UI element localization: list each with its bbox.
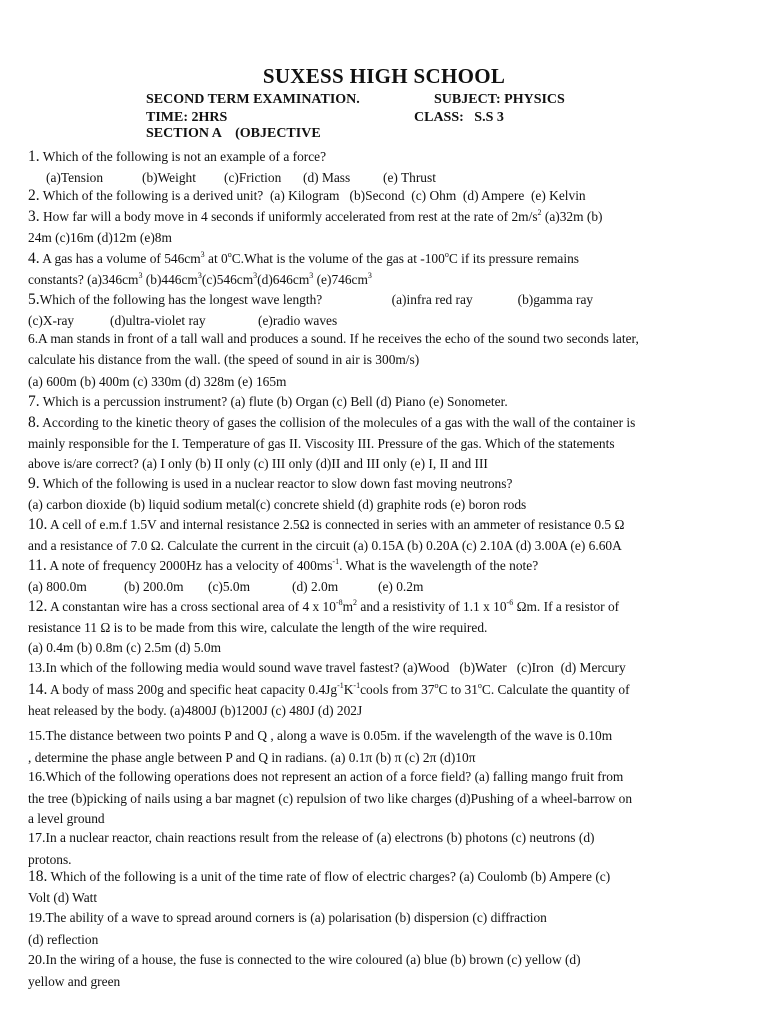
question-text: m — [342, 599, 354, 614]
question-15 — [28, 726, 740, 768]
option-e: (e) 0.2m — [378, 578, 424, 594]
question-text: C. Calculate the quantity of — [481, 682, 630, 697]
question-text: A constantan wire has a cross sectional area of 4 x 10 — [47, 599, 336, 614]
question-text: Which of the following is not an example of a force? — [39, 149, 327, 164]
superscript: -1 — [337, 681, 344, 690]
question-text: constants? (a)346cm — [28, 271, 139, 287]
question-text: C to 31 — [438, 682, 478, 697]
superscript: 2 — [537, 208, 542, 217]
question-number: 9. — [28, 475, 40, 492]
question-text: (a)32m (b) — [541, 209, 603, 224]
question-6 — [28, 329, 740, 393]
question-text: K — [343, 682, 354, 697]
question-text: Which is a percussion instrument? (a) flute (b) Organ (c) Bell (d) Piano (e) Sonometer. — [39, 394, 508, 409]
question-2 — [28, 186, 740, 207]
question-options: (a) carbon dioxide (b) liquid sodium metal(c) concrete shield (d) graphite rods (e) boron rods — [28, 496, 527, 512]
question-options: 24m (c)16m (d)12m (e)8m — [28, 229, 172, 245]
question-text: The distance between two points P and Q , along a wave is 0.05m. if the wavelength of the wave is 0.10m — [45, 728, 613, 743]
superscript: 3 — [253, 270, 258, 280]
question-3 — [28, 207, 740, 248]
question-text: resistance 11 Ω is to be made from this wire, calculate the length of the wire required. — [28, 619, 488, 635]
option-c: (c)5.0m — [208, 578, 251, 594]
option-d: (d)ultra-violet ray — [110, 312, 206, 328]
degree-mark: o — [434, 681, 439, 690]
superscript: 3 — [309, 270, 314, 280]
question-text: protons. — [28, 851, 72, 867]
degree-mark: o — [444, 250, 449, 259]
question-12 — [28, 597, 740, 659]
subject-label: SUBJECT: PHYSICS — [434, 92, 565, 107]
question-8 — [28, 413, 740, 475]
question-text: mainly responsible for the I. Temperature of gas II. Viscosity III. Pressure of the gas. Which of the statements — [28, 435, 615, 451]
class-label: CLASS: S.S 3 — [414, 110, 504, 125]
option-d: (d) 2.0m — [292, 578, 339, 594]
question-number: 17. — [28, 831, 46, 846]
question-text: The ability of a wave to spread around corners is (a) polarisation (b) dispersion (c) diffraction — [45, 910, 547, 925]
option-a: (a) 800.0m — [28, 578, 87, 594]
exam-title: SECOND TERM EXAMINATION. — [146, 92, 360, 107]
question-text: C.What is the volume of the gas at -100 — [231, 251, 445, 266]
question-number: 5. — [28, 291, 40, 308]
question-number: 11. — [28, 557, 47, 574]
superscript: -6 — [506, 598, 514, 607]
question-number: 10. — [28, 516, 48, 533]
question-20 — [28, 950, 740, 992]
option-d: (d)646cm — [257, 271, 310, 287]
school-name: SUXESS HIGH SCHOOL — [262, 64, 506, 88]
question-5 — [28, 290, 740, 331]
question-11 — [28, 556, 740, 597]
question-options: (a) 600m (b) 400m (c) 330m (d) 328m (e) 165m — [28, 374, 287, 389]
question-19 — [28, 908, 740, 950]
section-label: SECTION A (OBJECTIVE — [146, 126, 321, 141]
question-number: 12. — [28, 598, 48, 615]
question-options: above is/are correct? (a) I only (b) II only (c) III only (d)II and III only (e) I, II and III — [28, 456, 488, 471]
option-e: (e) Thrust — [383, 169, 436, 185]
question-10 — [28, 515, 740, 556]
option-e: (e)radio waves — [258, 312, 338, 328]
question-text: yellow and green — [28, 973, 121, 989]
question-17 — [28, 828, 740, 870]
question-number: 19. — [28, 911, 46, 926]
question-text: a level ground — [28, 811, 105, 826]
question-number: 3. — [28, 208, 40, 225]
question-number: 7. — [28, 393, 40, 410]
question-number: 2. — [28, 187, 40, 204]
question-number: 14. — [28, 681, 48, 698]
question-text: . What is the wavelength of the note? — [339, 558, 539, 573]
question-16 — [28, 767, 740, 830]
question-options: (a) 0.4m (b) 0.8m (c) 2.5m (d) 5.0m — [28, 640, 222, 655]
question-text: the tree (b)picking of nails using a bar magnet (c) repulsion of two like charges (d)Pushing of a wheel-barrow on — [28, 790, 633, 806]
question-14 — [28, 680, 740, 721]
question-text: How far will a body move in 4 seconds if uniformly accelerated from rest at the rate of 2m/s — [39, 209, 538, 224]
option-c: (c)546cm — [201, 271, 254, 287]
question-text: Which of the following has the longest wave length? — [39, 292, 323, 307]
question-text: A cell of e.m.f 1.5V and internal resistance 2.5Ω is connected in series with an ammeter of resistance 0.5 Ω — [47, 517, 625, 532]
question-number: 13. — [28, 661, 46, 676]
question-number: 8. — [28, 414, 40, 431]
question-text: In the wiring of a house, the fuse is connected to the wire coloured (a) blue (b) brown (c) yellow (d) — [45, 952, 581, 967]
question-1 — [28, 147, 740, 188]
option-a: (a)Tension — [46, 169, 104, 185]
question-text: Which of the following operations does not represent an action of a force field? (a) falling mango fruit from — [45, 769, 624, 784]
question-options: heat released by the body. (a)4800J (b)1200J (c) 480J (d) 202J — [28, 702, 363, 718]
superscript: 2 — [353, 598, 358, 607]
option-b: (b)Weight — [142, 169, 196, 185]
question-text: 6.A man stands in front of a tall wall and produces a sound. If he receives the echo of the sound two seconds later, — [28, 331, 639, 346]
degree-mark: o — [227, 250, 232, 259]
question-text: Which of the following is a derived unit? (a) Kilogram (b)Second (c) Ohm (d) Ampere (e) Kelvin — [39, 188, 586, 203]
option-c: (c)Friction — [224, 169, 282, 185]
question-number: 18. — [28, 868, 48, 885]
question-options: , determine the phase angle between P and Q in radians. (a) 0.1π (b) π (c) 2π (d)10π — [28, 749, 476, 765]
question-number: 16. — [28, 770, 46, 785]
superscript: -1 — [353, 681, 361, 690]
question-number: 20. — [28, 953, 46, 968]
superscript: -8 — [335, 598, 343, 607]
degree-mark: o — [477, 681, 482, 690]
superscript: 3 — [200, 250, 205, 259]
question-text: (d) reflection — [28, 931, 99, 947]
question-number: 15. — [28, 729, 46, 744]
question-text: and a resistivity of 1.1 x 10 — [357, 599, 507, 614]
question-text: Volt (d) Watt — [28, 889, 98, 905]
question-number: 1. — [28, 148, 40, 165]
superscript: 3 — [197, 270, 202, 280]
question-text: C if its pressure remains — [448, 251, 579, 266]
question-text: calculate his distance from the wall. (the speed of sound in air is 300m/s) — [28, 351, 420, 367]
superscript: 3 — [138, 270, 143, 280]
option-d: (d) Mass — [303, 169, 351, 185]
question-text: According to the kinetic theory of gases the collision of the molecules of a gas with the wall of the container is — [39, 415, 636, 430]
option-b: (b)446cm — [142, 271, 198, 287]
question-text: Which of the following is a unit of the time rate of flow of electric charges? (a) Coulomb (b) Ampere (c) — [47, 869, 611, 884]
option-e: (e)746cm — [313, 271, 368, 287]
question-7 — [28, 392, 740, 413]
question-text: A gas has a volume of 546cm — [39, 251, 201, 266]
question-text: In a nuclear reactor, chain reactions result from the release of (a) electrons (b) photons (c) neutrons (d) — [45, 830, 595, 845]
superscript: 3 — [367, 270, 372, 280]
question-4 — [28, 249, 740, 290]
option-b: (b) 200.0m — [124, 578, 184, 594]
question-text: at 0 — [204, 251, 228, 266]
option-a: (a)infra red ray — [391, 292, 473, 307]
question-text: Which of the following is used in a nuclear reactor to slow down fast moving neutrons? — [39, 476, 513, 491]
question-number: 4. — [28, 250, 40, 267]
question-text: Ωm. If a resistor of — [513, 599, 620, 614]
question-text: In which of the following media would sound wave travel fastest? (a)Wood (b)Water (c)Iron (d) Mercury — [45, 660, 626, 675]
question-text: and a resistance of 7.0 Ω. Calculate the current in the circuit (a) 0.15A (b) 0.20A (c) 2.10A (d) 3.00A (e) 6.60A — [28, 537, 622, 553]
options-row — [28, 168, 740, 189]
question-text: A body of mass 200g and specific heat capacity 0.4Jg — [47, 682, 338, 697]
question-9 — [28, 474, 740, 515]
question-text: cools from 37 — [360, 682, 435, 697]
question-18 — [28, 867, 740, 908]
option-b: (b)gamma ray — [517, 292, 594, 307]
question-13 — [28, 658, 740, 680]
question-text: A note of frequency 2000Hz has a velocity of 400ms — [46, 558, 333, 573]
superscript: -1 — [332, 557, 340, 566]
option-c: (c)X-ray — [28, 312, 75, 328]
time-label: TIME: 2HRS — [146, 110, 228, 125]
